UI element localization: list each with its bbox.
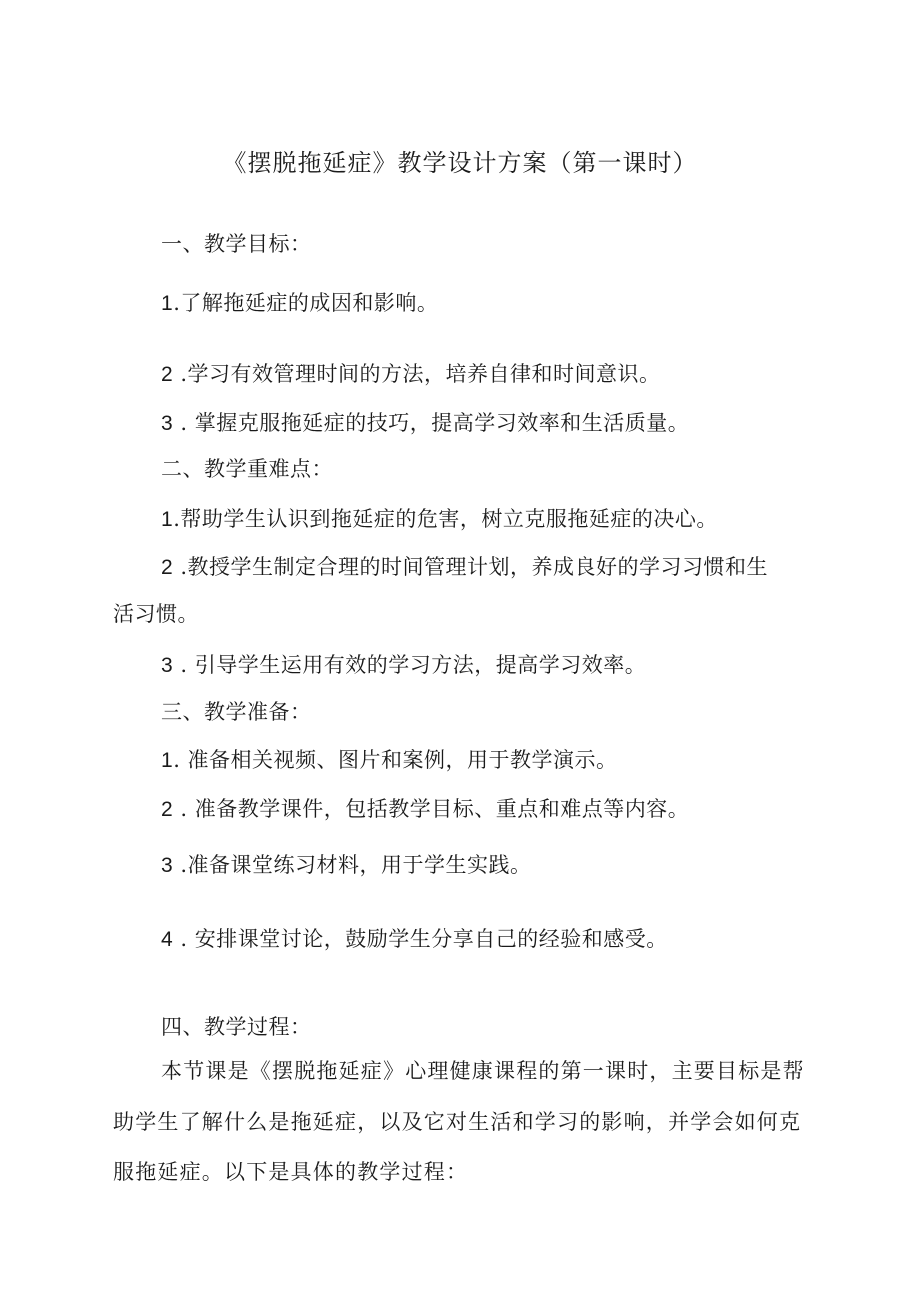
- item-number: 2: [161, 556, 174, 579]
- item-text: . 掌握克服拖延症的技巧，提高学习效率和生活质量。: [173, 411, 690, 435]
- item-text: . 准备教学课件，包括教学目标、重点和难点等内容。: [173, 797, 690, 821]
- item-text: .准备课堂练习材料，用于学生实践。: [173, 853, 532, 877]
- item-text: . 引导学生运用有效的学习方法，提高学习效率。: [173, 653, 647, 677]
- item-text: . 安排课堂讨论，鼓励学生分享自己的经验和感受。: [173, 927, 668, 951]
- item-number: 4: [161, 928, 174, 951]
- preparation-item-1: [161, 746, 618, 775]
- preparation-item-4: [161, 925, 668, 954]
- item-number: 1: [161, 292, 174, 315]
- item-text: .帮助学生认识到拖延症的危害，树立克服拖延症的决心。: [173, 507, 718, 531]
- preparation-item-3: [161, 851, 532, 880]
- key-point-item-3: [161, 651, 646, 680]
- section-heading-process: 四、教学过程：: [161, 1015, 312, 1039]
- document-title: 《摆脱拖延症》教学设计方案（第一课时）: [222, 149, 698, 177]
- section-heading-objectives: 一、教学目标：: [161, 232, 312, 256]
- key-point-item-2: [161, 553, 768, 582]
- item-text: .学习有效管理时间的方法，培养自律和时间意识。: [173, 362, 661, 386]
- process-paragraph-line-3: 服拖延症。以下是具体的教学过程：: [113, 1160, 469, 1184]
- item-number: 2: [161, 798, 174, 821]
- objective-item-2: [161, 360, 661, 389]
- section-heading-preparation: 三、教学准备：: [161, 700, 312, 724]
- preparation-item-2: [161, 795, 689, 824]
- item-number: 1: [161, 508, 174, 531]
- process-paragraph-line-2: 助学生了解什么是拖延症，以及它对生活和学习的影响，并学会如何克: [113, 1110, 802, 1134]
- item-number: 3: [161, 654, 174, 677]
- item-text: . 准备相关视频、图片和案例，用于教学演示。: [173, 748, 618, 772]
- process-paragraph-line-1: 本节课是《摆脱拖延症》心理健康课程的第一课时，主要目标是帮: [161, 1059, 805, 1083]
- key-point-item-1: [161, 505, 718, 534]
- item-text: .了解拖延症的成因和影响。: [173, 291, 439, 315]
- item-number: 2: [161, 363, 174, 386]
- section-heading-key-points: 二、教学重难点：: [161, 457, 333, 481]
- objective-item-1: [161, 289, 438, 318]
- key-point-item-2-continuation: 活习惯。: [113, 602, 199, 626]
- item-text: .教授学生制定合理的时间管理计划，养成良好的学习习惯和生: [173, 555, 769, 579]
- objective-item-3: [161, 409, 689, 438]
- item-number: 3: [161, 854, 174, 877]
- item-number: 3: [161, 412, 174, 435]
- item-number: 1: [161, 749, 174, 772]
